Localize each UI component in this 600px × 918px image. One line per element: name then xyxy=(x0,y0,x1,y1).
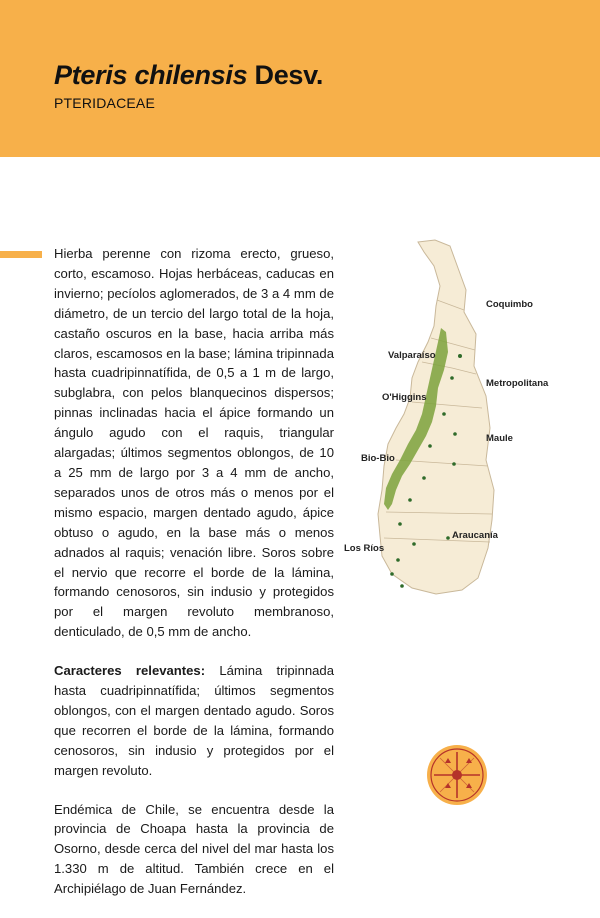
region-label-ohiggins: O'Higgins xyxy=(382,392,427,403)
chilean-seal-icon xyxy=(426,744,488,806)
header-band xyxy=(0,0,600,157)
region-label-coquimbo: Coquimbo xyxy=(486,299,533,310)
species-name: Pteris chilensis xyxy=(54,60,248,90)
species-title xyxy=(54,60,323,91)
relevant-text: Lámina tripinnada hasta cuadripinnatífida; últimos segmentos oblongos, con el margen dentado agudo. Soros que recorren el borde de la lámina, formando cenosoros, sin indusio y protegidos por el margen revoluto. xyxy=(54,663,334,778)
region-label-araucania: Araucanía xyxy=(452,530,498,541)
side-accent-bar xyxy=(0,251,42,258)
description-paragraph: Hierba perenne con rizoma erecto, grueso, corto, escamoso. Hojas herbáceas, caducas en invierno; pecíolos aglomerados, de 3 a 4 mm de diámetro, de un tercio del largo total de la hoja, castaño oscuros en la base, hacia arriba más claros, escamosos en la base; lámina tripinnada hasta cuadripinnatífida, de 0,5 a 1 m de largo, subglabra, con pelos blanquecinos dispersos; pinnas inclinadas hacia el ápice formando un ángulo agudo con el raquis, triangular alargadas; últimos segmentos oblongos, de 10 a 25 mm de largo por 3 a 4 mm de ancho, separados unos de otros más o menos por el mismo espacio, margen dentado agudo, ápice obtuso o agudo, en la base más o menos adnados al raquis; venación libre. Soros sobre el nervio que recorre el borde de la lámina, formando cenosoros, sin indusio y protegidos por el margen revoluto membranoso, denticulado, de 0,5 mm de ancho. xyxy=(54,246,334,640)
species-text xyxy=(54,244,334,918)
species-author: Desv. xyxy=(254,60,324,90)
region-label-losrios: Los Ríos xyxy=(344,543,385,554)
relevant-label: Caracteres relevantes: xyxy=(54,663,206,679)
region-label-maule: Maule xyxy=(486,433,513,444)
family-name: PTERIDACEAE xyxy=(54,95,155,111)
region-label-valparaiso: Valparaíso xyxy=(388,350,436,361)
region-label-metropolitana: Metropolitana xyxy=(486,378,549,389)
distribution-paragraph: Endémica de Chile, se encuentra desde la provincia de Choapa hasta la provincia de Osorno, desde cerca del nivel del mar hasta los 1.330 m de altitud. También crece en el Archipiélago de Juan Fernández. xyxy=(54,801,334,897)
distribution-map xyxy=(340,238,549,598)
region-label-biobio: Bio-Bio xyxy=(361,453,395,464)
relevant-paragraph xyxy=(54,661,334,780)
